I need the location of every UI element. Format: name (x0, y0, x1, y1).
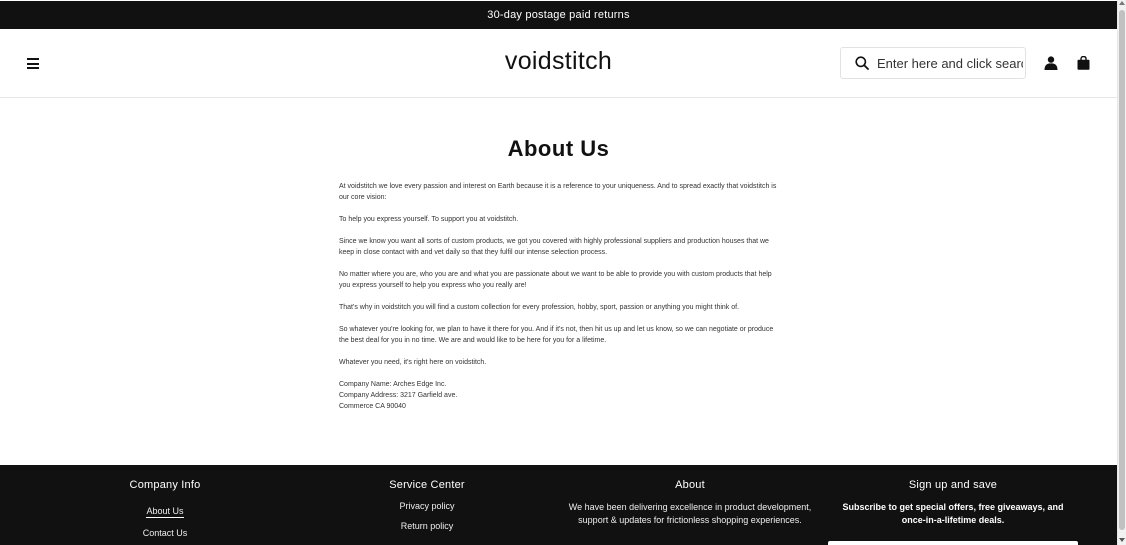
address-line: Company Address: 3217 Garfield ave. (339, 392, 458, 399)
announcement-bar (0, 1, 1117, 29)
about-paragraph: That's why in voidstitch you will find a custom collection for every profession, hobby, sport, passion or anything you might think of. (339, 304, 740, 311)
site-logo[interactable]: voidstitch (504, 47, 613, 75)
scroll-up-arrow-icon[interactable] (1119, 1, 1125, 5)
footer-about-text: We have been delivering excellence in product development, support & updates for frictionless shopping experiences. (568, 502, 812, 525)
page-title: About Us (507, 136, 610, 161)
footer-link-return-policy[interactable]: Return policy (400, 521, 454, 531)
footer-about (565, 479, 815, 527)
user-icon[interactable] (1044, 56, 1058, 70)
footer-link-contact-us[interactable]: Contact Us (142, 528, 188, 538)
vertical-scrollbar[interactable] (1117, 0, 1126, 545)
footer-link-about-us[interactable]: About Us (146, 506, 184, 516)
address-line: Company Name: Arches Edge Inc. (339, 381, 447, 388)
search-input[interactable] (877, 56, 1023, 71)
footer-company-info (120, 479, 210, 545)
about-paragraph: No matter where you are, who you are and what you are passionate about we want to be able to provide you with custom products that help you express yourself to help you express who you really are! (339, 271, 772, 289)
site-footer (0, 465, 1117, 545)
footer-service-center (377, 479, 477, 541)
about-paragraph: Whatever you need, it's right here on voidstitch. (339, 359, 487, 366)
footer-heading: Sign up and save (908, 479, 998, 491)
footer-signup-text: Subscribe to get special offers, free giveaways, and once-in-a-lifetime deals. (842, 502, 1064, 525)
signup-email-field[interactable] (828, 541, 1078, 545)
footer-heading: Service Center (389, 479, 465, 491)
announcement-text: 30-day postage paid returns (487, 9, 630, 21)
shopping-bag-icon[interactable] (1077, 56, 1090, 70)
footer-heading: About (675, 479, 705, 491)
about-paragraph: At voidstitch we love every passion and interest on Earth because it is a reference to your uniqueness. And to spread exactly that voidstitch is our core vision: (339, 183, 777, 201)
scrollbar-thumb[interactable] (1119, 10, 1125, 530)
about-paragraph: So whatever you're looking for, we plan to have it there for you. And if it's not, then hit us up and let us know, so we can negotiate or produce the best deal for you in no time. We are and would like to be here for you for a lifetime. (339, 326, 774, 344)
scroll-down-arrow-icon[interactable] (1119, 538, 1125, 542)
search-box[interactable] (840, 47, 1026, 79)
footer-link-privacy-policy[interactable]: Privacy policy (399, 501, 455, 511)
company-address (339, 379, 778, 412)
footer-signup (838, 479, 1068, 527)
about-paragraph: To help you express yourself. To support you at voidstitch. (339, 216, 519, 223)
search-icon[interactable] (847, 48, 877, 78)
site-header (0, 29, 1117, 98)
footer-heading: Company Info (129, 479, 201, 491)
address-line: Commerce CA 90040 (339, 403, 406, 410)
about-paragraph: Since we know you want all sorts of custom products, we got you covered with highly professional suppliers and production houses that we keep in close contact with and vet daily so that they fulfil our intense selection process. (339, 238, 769, 256)
about-content (339, 181, 778, 412)
